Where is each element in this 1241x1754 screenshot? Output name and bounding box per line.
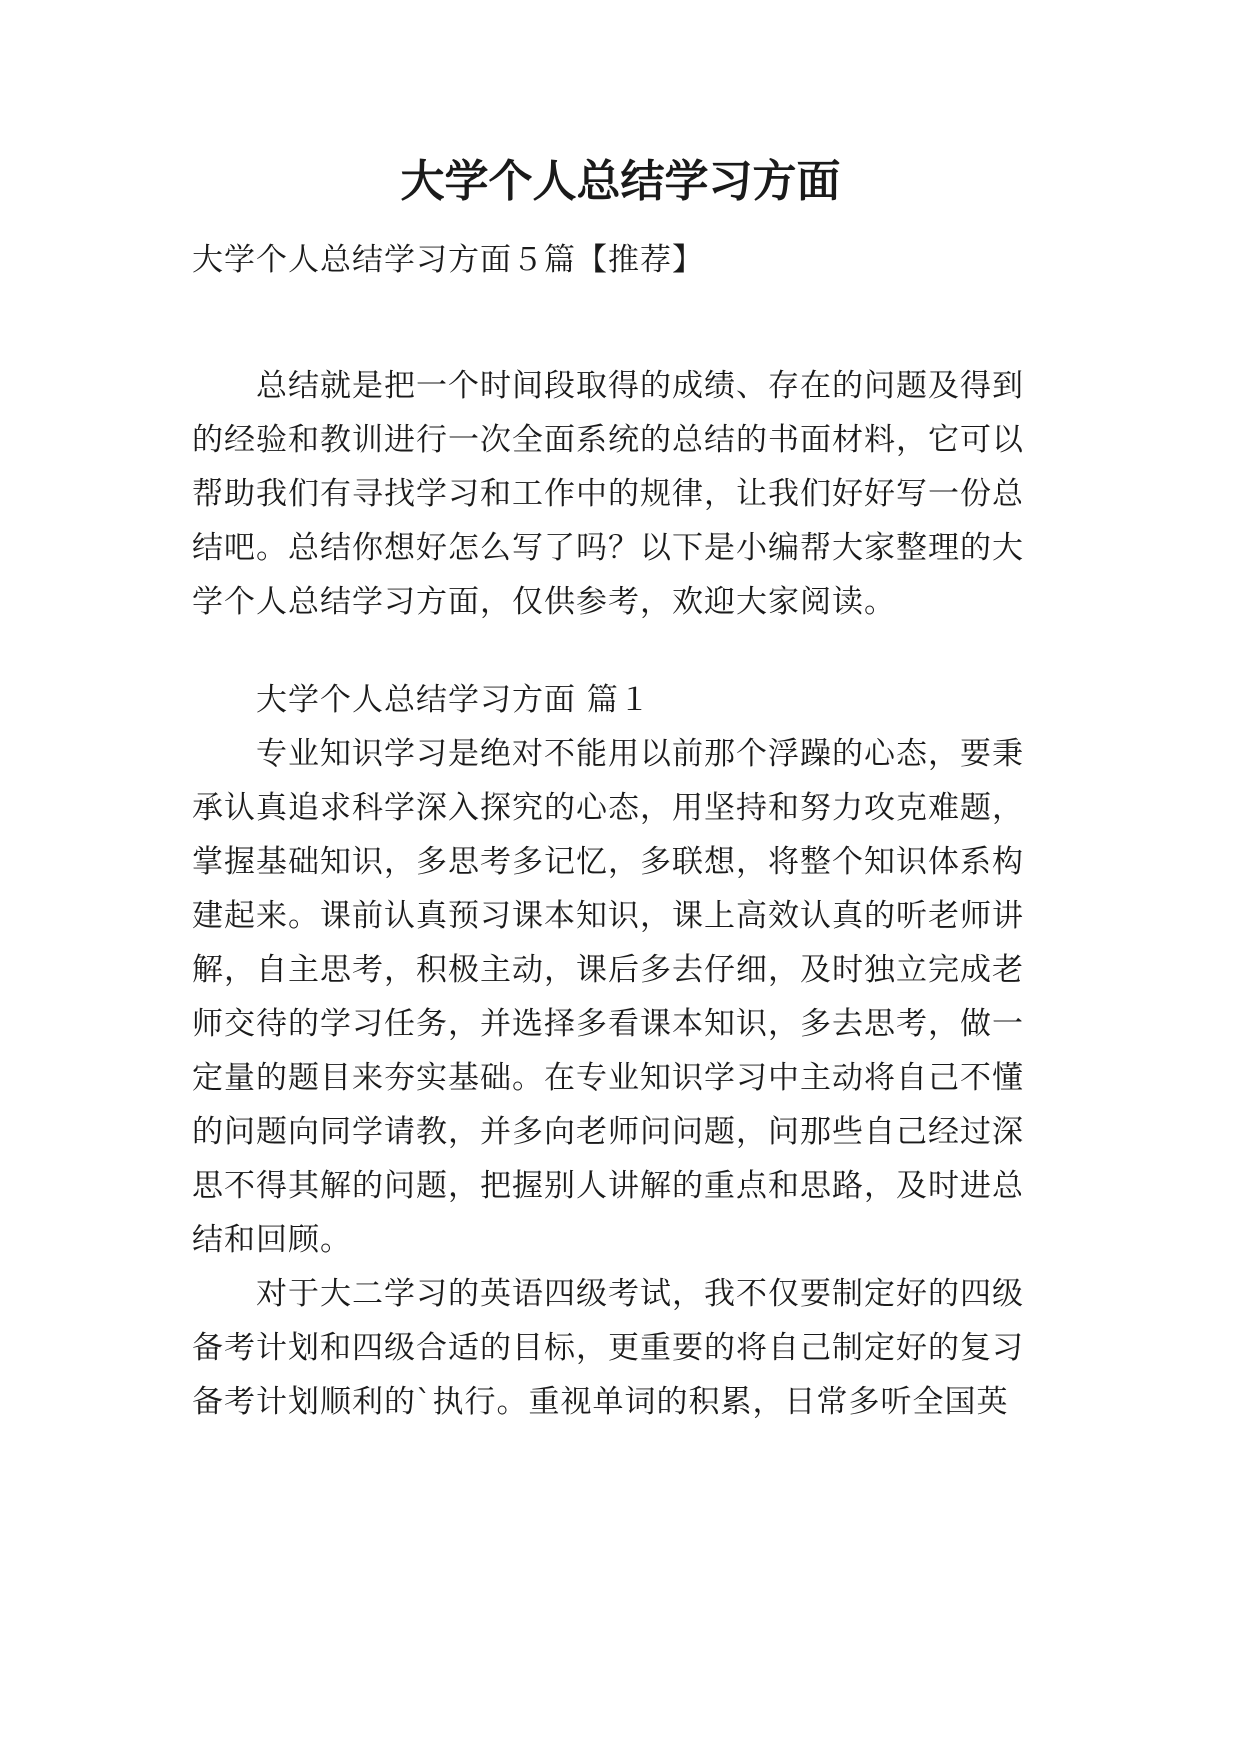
paragraph2-line-1: 对于大二学习的英语四级考试，我不仅要制定好的四级 [256, 1276, 1024, 1312]
document-title: 大学个人总结学习方面 [400, 156, 841, 207]
section-heading: 大学个人总结学习方面 篇１ [256, 682, 651, 718]
intro-line-1: 总结就是把一个时间段取得的成绩、存在的问题及得到 [256, 368, 1024, 404]
paragraph1-line-7: 定量的题目来夯实基础。在专业知识学习中主动将自己不懂 [192, 1060, 1024, 1096]
paragraph1-line-10: 结和回顾。 [192, 1222, 352, 1258]
paragraph1-line-9: 思不得其解的问题，把握别人讲解的重点和思路，及时进总 [192, 1168, 1024, 1204]
intro-line-4: 结吧。总结你想好怎么写了吗？以下是小编帮大家整理的大 [192, 530, 1024, 566]
paragraph2-line-3: 备考计划顺利的`执行。重视单词的积累，日常多听全国英 [192, 1384, 1009, 1420]
paragraph1-line-1: 专业知识学习是绝对不能用以前那个浮躁的心态，要秉 [256, 736, 1024, 772]
intro-line-2: 的经验和教训进行一次全面系统的总结的书面材料，它可以 [192, 422, 1024, 458]
paragraph2-line-2: 备考计划和四级合适的目标，更重要的将自己制定好的复习 [192, 1330, 1024, 1366]
paragraph1-line-5: 解，自主思考，积极主动，课后多去仔细，及时独立完成老 [192, 952, 1024, 988]
paragraph1-line-8: 的问题向同学请教，并多向老师问问题，问那些自己经过深 [192, 1114, 1024, 1150]
paragraph1-line-4: 建起来。课前认真预习课本知识，课上高效认真的听老师讲 [192, 898, 1024, 934]
paragraph1-line-3: 掌握基础知识，多思考多记忆，多联想，将整个知识体系构 [192, 844, 1024, 880]
intro-line-5: 学个人总结学习方面，仅供参考，欢迎大家阅读。 [192, 584, 896, 620]
paragraph1-line-2: 承认真追求科学深入探究的心态，用坚持和努力攻克难题， [192, 790, 1024, 826]
intro-line-3: 帮助我们有寻找学习和工作中的规律，让我们好好写一份总 [192, 476, 1024, 512]
paragraph1-line-6: 师交待的学习任务，并选择多看课本知识，多去思考，做一 [192, 1006, 1024, 1042]
document-subtitle: 大学个人总结学习方面５篇【推荐】 [192, 242, 704, 278]
